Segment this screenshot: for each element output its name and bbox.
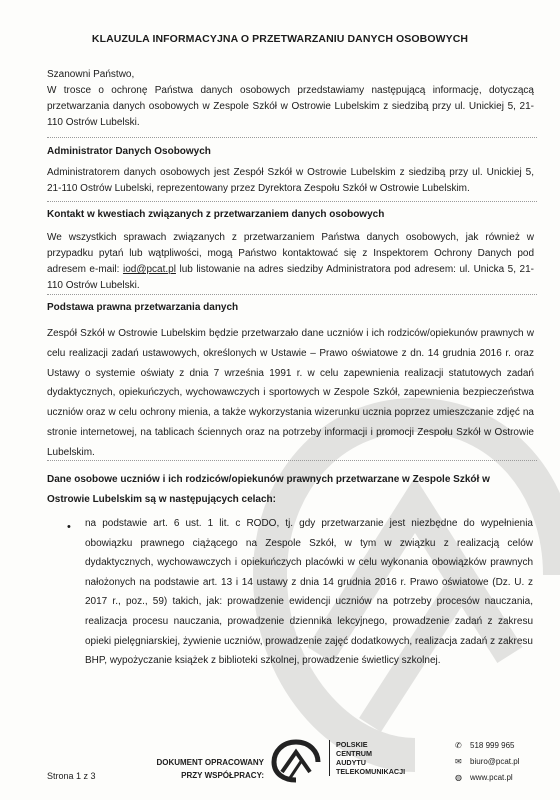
org-line: CENTRUM: [336, 749, 372, 758]
pcat-logo: [270, 738, 322, 784]
envelope-icon: ✉: [455, 757, 462, 766]
separator: [47, 137, 537, 138]
document-title: KLAUZULA INFORMACYJNA O PRZETWARZANIU DANYCH OSOBOWYCH: [91, 33, 469, 45]
footer-email[interactable]: biuro@pcat.pl: [470, 757, 520, 766]
intro-paragraph: W trosce o ochronę Państwa danych osobowych przedstawiamy następującą informację, dotyczącą przetwarzania danych osobowych w Zespole Szkół w Ostrowie Lubelskim z siedzibą przy ul. Unickiej 5, 21-110 Ostrów Lubelski.: [47, 85, 534, 128]
org-line: TELEKOMUNIKACJI: [336, 767, 406, 776]
section-body-kontakt: [47, 230, 534, 294]
footer-organization: [329, 740, 405, 776]
globe-icon: ◍: [455, 773, 462, 782]
greeting: Szanowni Państwo,: [47, 69, 135, 80]
phone-icon: ✆: [455, 741, 462, 750]
footer-prepared-line1: DOKUMENT OPRACOWANY: [156, 758, 264, 767]
section-heading-kontakt: Kontakt w kwestiach związanych z przetwarzaniem danych osobowych: [47, 209, 385, 220]
section-heading-administrator: Administrator Danych Osobowych: [47, 146, 211, 157]
separator: [47, 294, 537, 295]
section-heading-podstawa: Podstawa prawna przetwarzania danych: [47, 302, 239, 313]
section-body-podstawa: Zespół Szkół w Ostrowie Lubelskim będzie przetwarzało dane uczniów i ich rodziców/opiekunów prawnych w celu realizacji zadań ustawowych, określonych w Ustawie – Prawo oświatowe z dn. 14 grudnia 2016 r. oraz Ustawy o systemie oświaty z dnia 7 września 1991 r. w celu zapewnienia realizacji statutowych zadań dydaktycznych, opiekuńczych, wychowawczych i sportowych w Zespole Szkół, zapewnienia bezpieczeństwa uczniów oraz w celu ochrony mienia, a także wykorzystania wizerunku ucznia poprzez umieszczanie zdjęć na stronie internetowej, na tablicach ściennych oraz na potrzeby informacji i promocji Zespołu Szkół w Ostrowie Lubelskim.: [47, 328, 534, 458]
section-body-administrator: Administratorem danych osobowych jest Zespół Szkół w Ostrowie Lubelskim z siedzibą przy ul. Unickiej 5, 21-110 Ostrów Lubelski, reprezentowany przez Dyrektora Zespołu Szkół w Ostrowie Lubelskim.: [47, 167, 534, 194]
footer-prepared-by: [146, 756, 264, 782]
separator: [47, 460, 537, 461]
kontakt-text-part2: lub listowanie na adres siedziby Administratora pod adresem: ul. Unicka 5, 21-110 Ostrów Lubelski.: [47, 264, 534, 291]
org-line: POLSKIE: [336, 740, 368, 749]
list-item: na podstawie art. 6 ust. 1 lit. c RODO, tj. gdy przetwarzanie jest niezbędne do wypełnienia obowiązku prawnego ciążącego na Zespole Szkół, w tym w związku z realizacją celów dydaktycznych, wychowawczych i opiekuńczych placówki w celu wykonania obowiązków prawnych nałożonych na podstawie art. 13 i 14 ustawy z dnia 14 grudnia 2016 r. Prawo oświatowe (Dz. U. z 2017 r., poz., 59) takich, jak: prowadzenie ewidencji uczniów na potrzeby procesów nauczania, realizacja procesu nauczania, prowadzenie dziennika lekcyjnego, prowadzenie zadań z zakresu opieki pielęgniarskiej, żywienie uczniów, prowadzenie zajęć dodatkowych, realizacja zadań z zakresu BHP, wypożyczanie książek z biblioteki szkolnej, prowadzenie świetlicy szkolnej.: [85, 518, 533, 667]
footer-prepared-line2: PRZY WSPÓŁPRACY:: [181, 771, 264, 780]
org-line: AUDYTU: [336, 758, 366, 767]
page-number: Strona 1 z 3: [47, 771, 96, 781]
separator: [47, 201, 537, 202]
footer-phone[interactable]: 518 999 965: [470, 741, 515, 750]
bullet-icon: •: [67, 521, 71, 533]
iod-email-link[interactable]: iod@pcat.pl: [122, 264, 176, 275]
kontakt-text-part1: We wszystkich sprawach związanych z przetwarzaniem Państwa danych osobowych, jak również w przypadku pytań lub wątpliwości, mogą Państwo kontaktować się z Inspektorem Ochrony Danych pod adresem e-mail:: [47, 232, 534, 275]
footer-website[interactable]: www.pcat.pl: [470, 773, 513, 782]
section-heading-cele: Dane osobowe uczniów i ich rodziców/opiekunów prawnych przetwarzane w Zespole Szkół w Ostrowie Lubelskim są w następujących celach:: [47, 474, 490, 505]
